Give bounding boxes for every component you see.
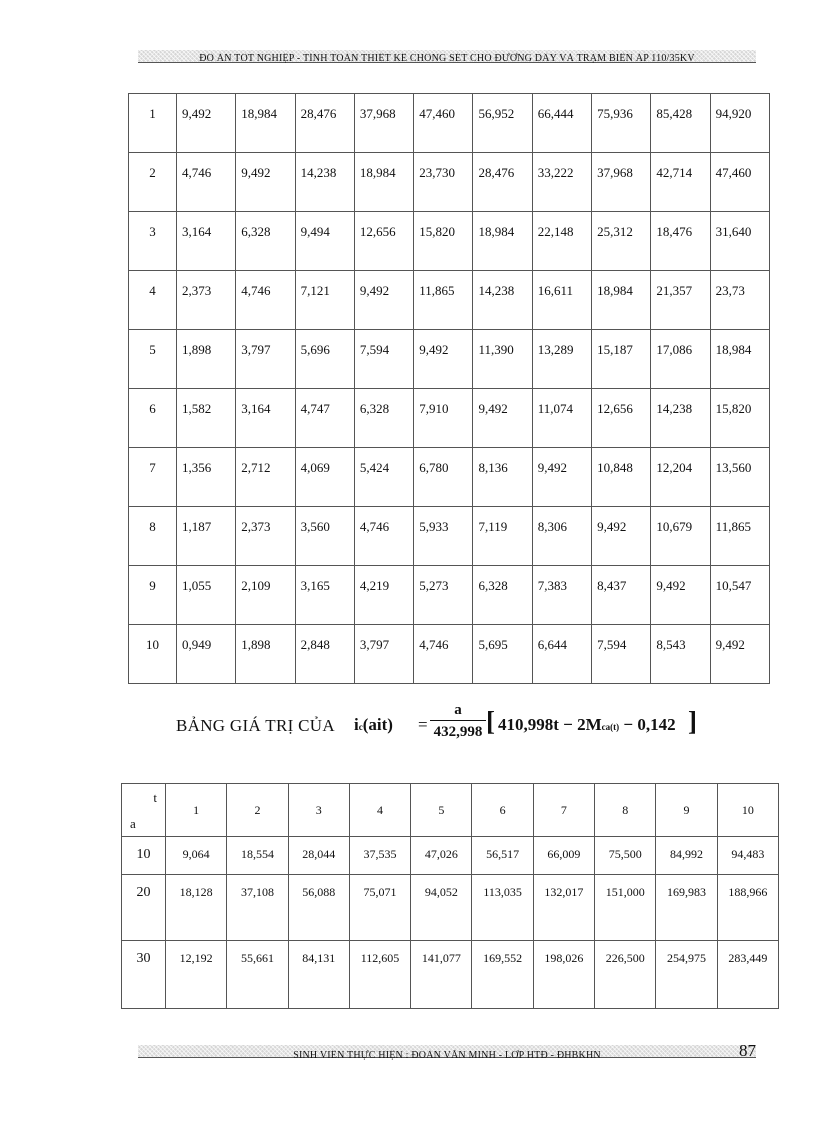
formula-rhs: 410,998t − 2Mca(t) − 0,142 [498, 715, 676, 734]
table1-cell: 22,148 [532, 212, 591, 271]
table2-cell: 18,128 [166, 875, 227, 941]
table2-cell: 12,192 [166, 941, 227, 1009]
table2-t-header: 10 [717, 784, 778, 837]
table1-cell: 1,356 [177, 448, 236, 507]
table1-cell: 23,730 [414, 153, 473, 212]
table1-row-label: 3 [129, 212, 177, 271]
table2-cell: 188,966 [717, 875, 778, 941]
table2-row-label: 30 [122, 941, 166, 1009]
table1-cell: 33,222 [532, 153, 591, 212]
table1-cell: 9,492 [177, 94, 236, 153]
table1-cell: 1,898 [177, 330, 236, 389]
table1-cell: 12,656 [592, 389, 651, 448]
table1-cell: 18,984 [473, 212, 532, 271]
table2-t-header: 1 [166, 784, 227, 837]
table1-cell: 5,273 [414, 566, 473, 625]
table1-cell: 17,086 [651, 330, 710, 389]
table2-cell: 75,500 [595, 837, 656, 875]
corner-a-label: a [130, 816, 136, 831]
table1-cell: 3,164 [177, 212, 236, 271]
formula-right-bracket: ] [688, 706, 697, 736]
table2-cell: 47,026 [411, 837, 472, 875]
table2-t-header: 7 [533, 784, 594, 837]
page-footer [138, 1041, 756, 1061]
table1-row [129, 212, 770, 271]
table1-cell: 15,187 [592, 330, 651, 389]
table1-cell: 9,492 [592, 507, 651, 566]
table1-cell: 15,820 [414, 212, 473, 271]
table1-cell: 10,848 [592, 448, 651, 507]
table1-cell: 4,219 [354, 566, 413, 625]
table2-row-label: 10 [122, 837, 166, 875]
table1-row [129, 94, 770, 153]
table1-cell: 14,238 [473, 271, 532, 330]
table1-cell: 16,611 [532, 271, 591, 330]
table1-cell: 1,187 [177, 507, 236, 566]
table1-cell: 11,865 [710, 507, 769, 566]
table1-cell: 3,164 [236, 389, 295, 448]
table1-cell: 3,560 [295, 507, 354, 566]
table1-cell: 18,984 [592, 271, 651, 330]
formula-lhs: ic(ait) [354, 715, 393, 734]
table1-cell: 28,476 [473, 153, 532, 212]
page-header [138, 50, 756, 63]
table2-cell: 18,554 [227, 837, 288, 875]
table1-cell: 21,357 [651, 271, 710, 330]
table1-cell: 2,712 [236, 448, 295, 507]
table2-cell: 55,661 [227, 941, 288, 1009]
table1-cell: 28,476 [295, 94, 354, 153]
table1-row-label: 6 [129, 389, 177, 448]
table1-cell: 18,984 [710, 330, 769, 389]
table1-cell: 1,055 [177, 566, 236, 625]
table1-cell: 11,074 [532, 389, 591, 448]
table1-cell: 2,373 [236, 507, 295, 566]
table2-cell: 94,052 [411, 875, 472, 941]
table2-cell: 66,009 [533, 837, 594, 875]
formula-title: BẢNG GIÁ TRỊ CỦA [176, 716, 335, 735]
table1-cell: 4,747 [295, 389, 354, 448]
table2-row [122, 837, 779, 875]
table1-cell: 18,984 [354, 153, 413, 212]
table1-cell: 3,165 [295, 566, 354, 625]
table1-row [129, 507, 770, 566]
table1-cell: 6,328 [354, 389, 413, 448]
table1-cell: 47,460 [414, 94, 473, 153]
table1-cell: 9,492 [414, 330, 473, 389]
table1-cell: 6,328 [473, 566, 532, 625]
table1-cell: 13,289 [532, 330, 591, 389]
table1-row-label: 8 [129, 507, 177, 566]
table1-cell: 15,820 [710, 389, 769, 448]
table2-t-header: 2 [227, 784, 288, 837]
table1-cell: 7,119 [473, 507, 532, 566]
table1-cell: 11,865 [414, 271, 473, 330]
table1-row-label: 5 [129, 330, 177, 389]
table1-cell: 37,968 [592, 153, 651, 212]
table2-cell: 169,983 [656, 875, 717, 941]
table2-row [122, 875, 779, 941]
table1-cell: 9,492 [651, 566, 710, 625]
table2-cell: 198,026 [533, 941, 594, 1009]
table2-cell: 151,000 [595, 875, 656, 941]
table1-cell: 75,936 [592, 94, 651, 153]
table2-row-label: 20 [122, 875, 166, 941]
table1-cell: 5,424 [354, 448, 413, 507]
values-table-2 [121, 783, 779, 1009]
table2-t-header: 4 [349, 784, 410, 837]
table1-cell: 66,444 [532, 94, 591, 153]
table2-cell: 56,088 [288, 875, 349, 941]
formula-denominator: 432,998 [433, 724, 483, 740]
table1-cell: 31,640 [710, 212, 769, 271]
formula-numerator: a [454, 702, 462, 718]
table2-cell: 169,552 [472, 941, 533, 1009]
table1-cell: 7,594 [592, 625, 651, 684]
values-table-1 [128, 93, 770, 684]
table2-cell: 113,035 [472, 875, 533, 941]
table1-cell: 9,492 [354, 271, 413, 330]
table1-cell: 14,238 [295, 153, 354, 212]
table1-cell: 11,390 [473, 330, 532, 389]
table1-row [129, 389, 770, 448]
table1-row [129, 625, 770, 684]
table2-row [122, 941, 779, 1009]
table1-cell: 5,695 [473, 625, 532, 684]
table1-cell: 4,746 [236, 271, 295, 330]
table2-header-row [122, 784, 779, 837]
table1-cell: 5,696 [295, 330, 354, 389]
table1-cell: 8,543 [651, 625, 710, 684]
table1-row [129, 271, 770, 330]
table2-cell: 283,449 [717, 941, 778, 1009]
table1-row [129, 330, 770, 389]
table1-cell: 14,238 [651, 389, 710, 448]
table1-cell: 1,898 [236, 625, 295, 684]
formula-fraction [430, 700, 486, 741]
table2-t-header: 6 [472, 784, 533, 837]
table1-cell: 12,656 [354, 212, 413, 271]
table1-row-label: 1 [129, 94, 177, 153]
table1-cell: 6,644 [532, 625, 591, 684]
table2-t-header: 9 [656, 784, 717, 837]
table2-cell: 9,064 [166, 837, 227, 875]
table2-cell: 132,017 [533, 875, 594, 941]
table1-cell: 6,328 [236, 212, 295, 271]
table1-cell: 18,476 [651, 212, 710, 271]
table1-row [129, 448, 770, 507]
table2-cell: 75,071 [349, 875, 410, 941]
table1-cell: 9,492 [236, 153, 295, 212]
table1-cell: 9,494 [295, 212, 354, 271]
table2-cell: 84,992 [656, 837, 717, 875]
table2-cell: 226,500 [595, 941, 656, 1009]
table1-cell: 12,204 [651, 448, 710, 507]
table1-cell: 56,952 [473, 94, 532, 153]
table1-cell: 7,121 [295, 271, 354, 330]
table1-row [129, 566, 770, 625]
table1-row [129, 153, 770, 212]
table2-cell: 141,077 [411, 941, 472, 1009]
table1-cell: 7,383 [532, 566, 591, 625]
table2-cell: 112,605 [349, 941, 410, 1009]
table1-cell: 4,746 [177, 153, 236, 212]
table1-cell: 2,848 [295, 625, 354, 684]
table1-cell: 6,780 [414, 448, 473, 507]
table1-row-label: 2 [129, 153, 177, 212]
corner-t-label: t [153, 790, 157, 805]
table1-cell: 42,714 [651, 153, 710, 212]
table1-cell: 1,582 [177, 389, 236, 448]
table1-cell: 4,746 [354, 507, 413, 566]
table1-cell: 7,910 [414, 389, 473, 448]
table1-cell: 9,492 [532, 448, 591, 507]
table1-cell: 5,933 [414, 507, 473, 566]
table1-cell: 37,968 [354, 94, 413, 153]
table1-cell: 3,797 [236, 330, 295, 389]
table1-cell: 8,437 [592, 566, 651, 625]
table2-cell: 254,975 [656, 941, 717, 1009]
table1-cell: 25,312 [592, 212, 651, 271]
formula-equals: = [418, 715, 428, 734]
table1-cell: 4,069 [295, 448, 354, 507]
table1-cell: 2,109 [236, 566, 295, 625]
table2-t-header: 8 [595, 784, 656, 837]
footer-text: SINH VIÊN THỰC HIỆN : ĐOÀN VĂN MINH - LỚP HTĐ - ĐHBKHN [293, 1050, 601, 1061]
table1-cell: 13,560 [710, 448, 769, 507]
table1-cell: 10,547 [710, 566, 769, 625]
table1-cell: 9,492 [473, 389, 532, 448]
table1-cell: 10,679 [651, 507, 710, 566]
table2-cell: 84,131 [288, 941, 349, 1009]
table2-cell: 37,108 [227, 875, 288, 941]
table1-cell: 4,746 [414, 625, 473, 684]
table1-cell: 3,797 [354, 625, 413, 684]
table2-cell: 56,517 [472, 837, 533, 875]
table2-cell: 37,535 [349, 837, 410, 875]
table1-cell: 23,73 [710, 271, 769, 330]
table1-cell: 47,460 [710, 153, 769, 212]
table1-cell: 85,428 [651, 94, 710, 153]
table2-cell: 28,044 [288, 837, 349, 875]
header-title: ĐỒ ÁN TỐT NGHIỆP - TÍNH TOÁN THIẾT KẾ CHỐNG SÉT CHO ĐƯỜNG DÂY VÀ TRẠM BIẾN ÁP 110/35KV [199, 53, 695, 64]
table2-cell: 94,483 [717, 837, 778, 875]
table1-cell: 8,136 [473, 448, 532, 507]
table1-cell: 8,306 [532, 507, 591, 566]
table1-row-label: 7 [129, 448, 177, 507]
table2-corner-cell [122, 784, 166, 837]
table2-t-header: 5 [411, 784, 472, 837]
table2-t-header: 3 [288, 784, 349, 837]
table1-cell: 18,984 [236, 94, 295, 153]
table1-row-label: 4 [129, 271, 177, 330]
table1-row-label: 9 [129, 566, 177, 625]
formula-left-bracket: [ [486, 706, 495, 736]
table1-cell: 0,949 [177, 625, 236, 684]
table1-cell: 94,920 [710, 94, 769, 153]
table1-cell: 2,373 [177, 271, 236, 330]
table1-cell: 9,492 [710, 625, 769, 684]
page-number: 87 [739, 1041, 756, 1060]
table1-cell: 7,594 [354, 330, 413, 389]
table1-row-label: 10 [129, 625, 177, 684]
